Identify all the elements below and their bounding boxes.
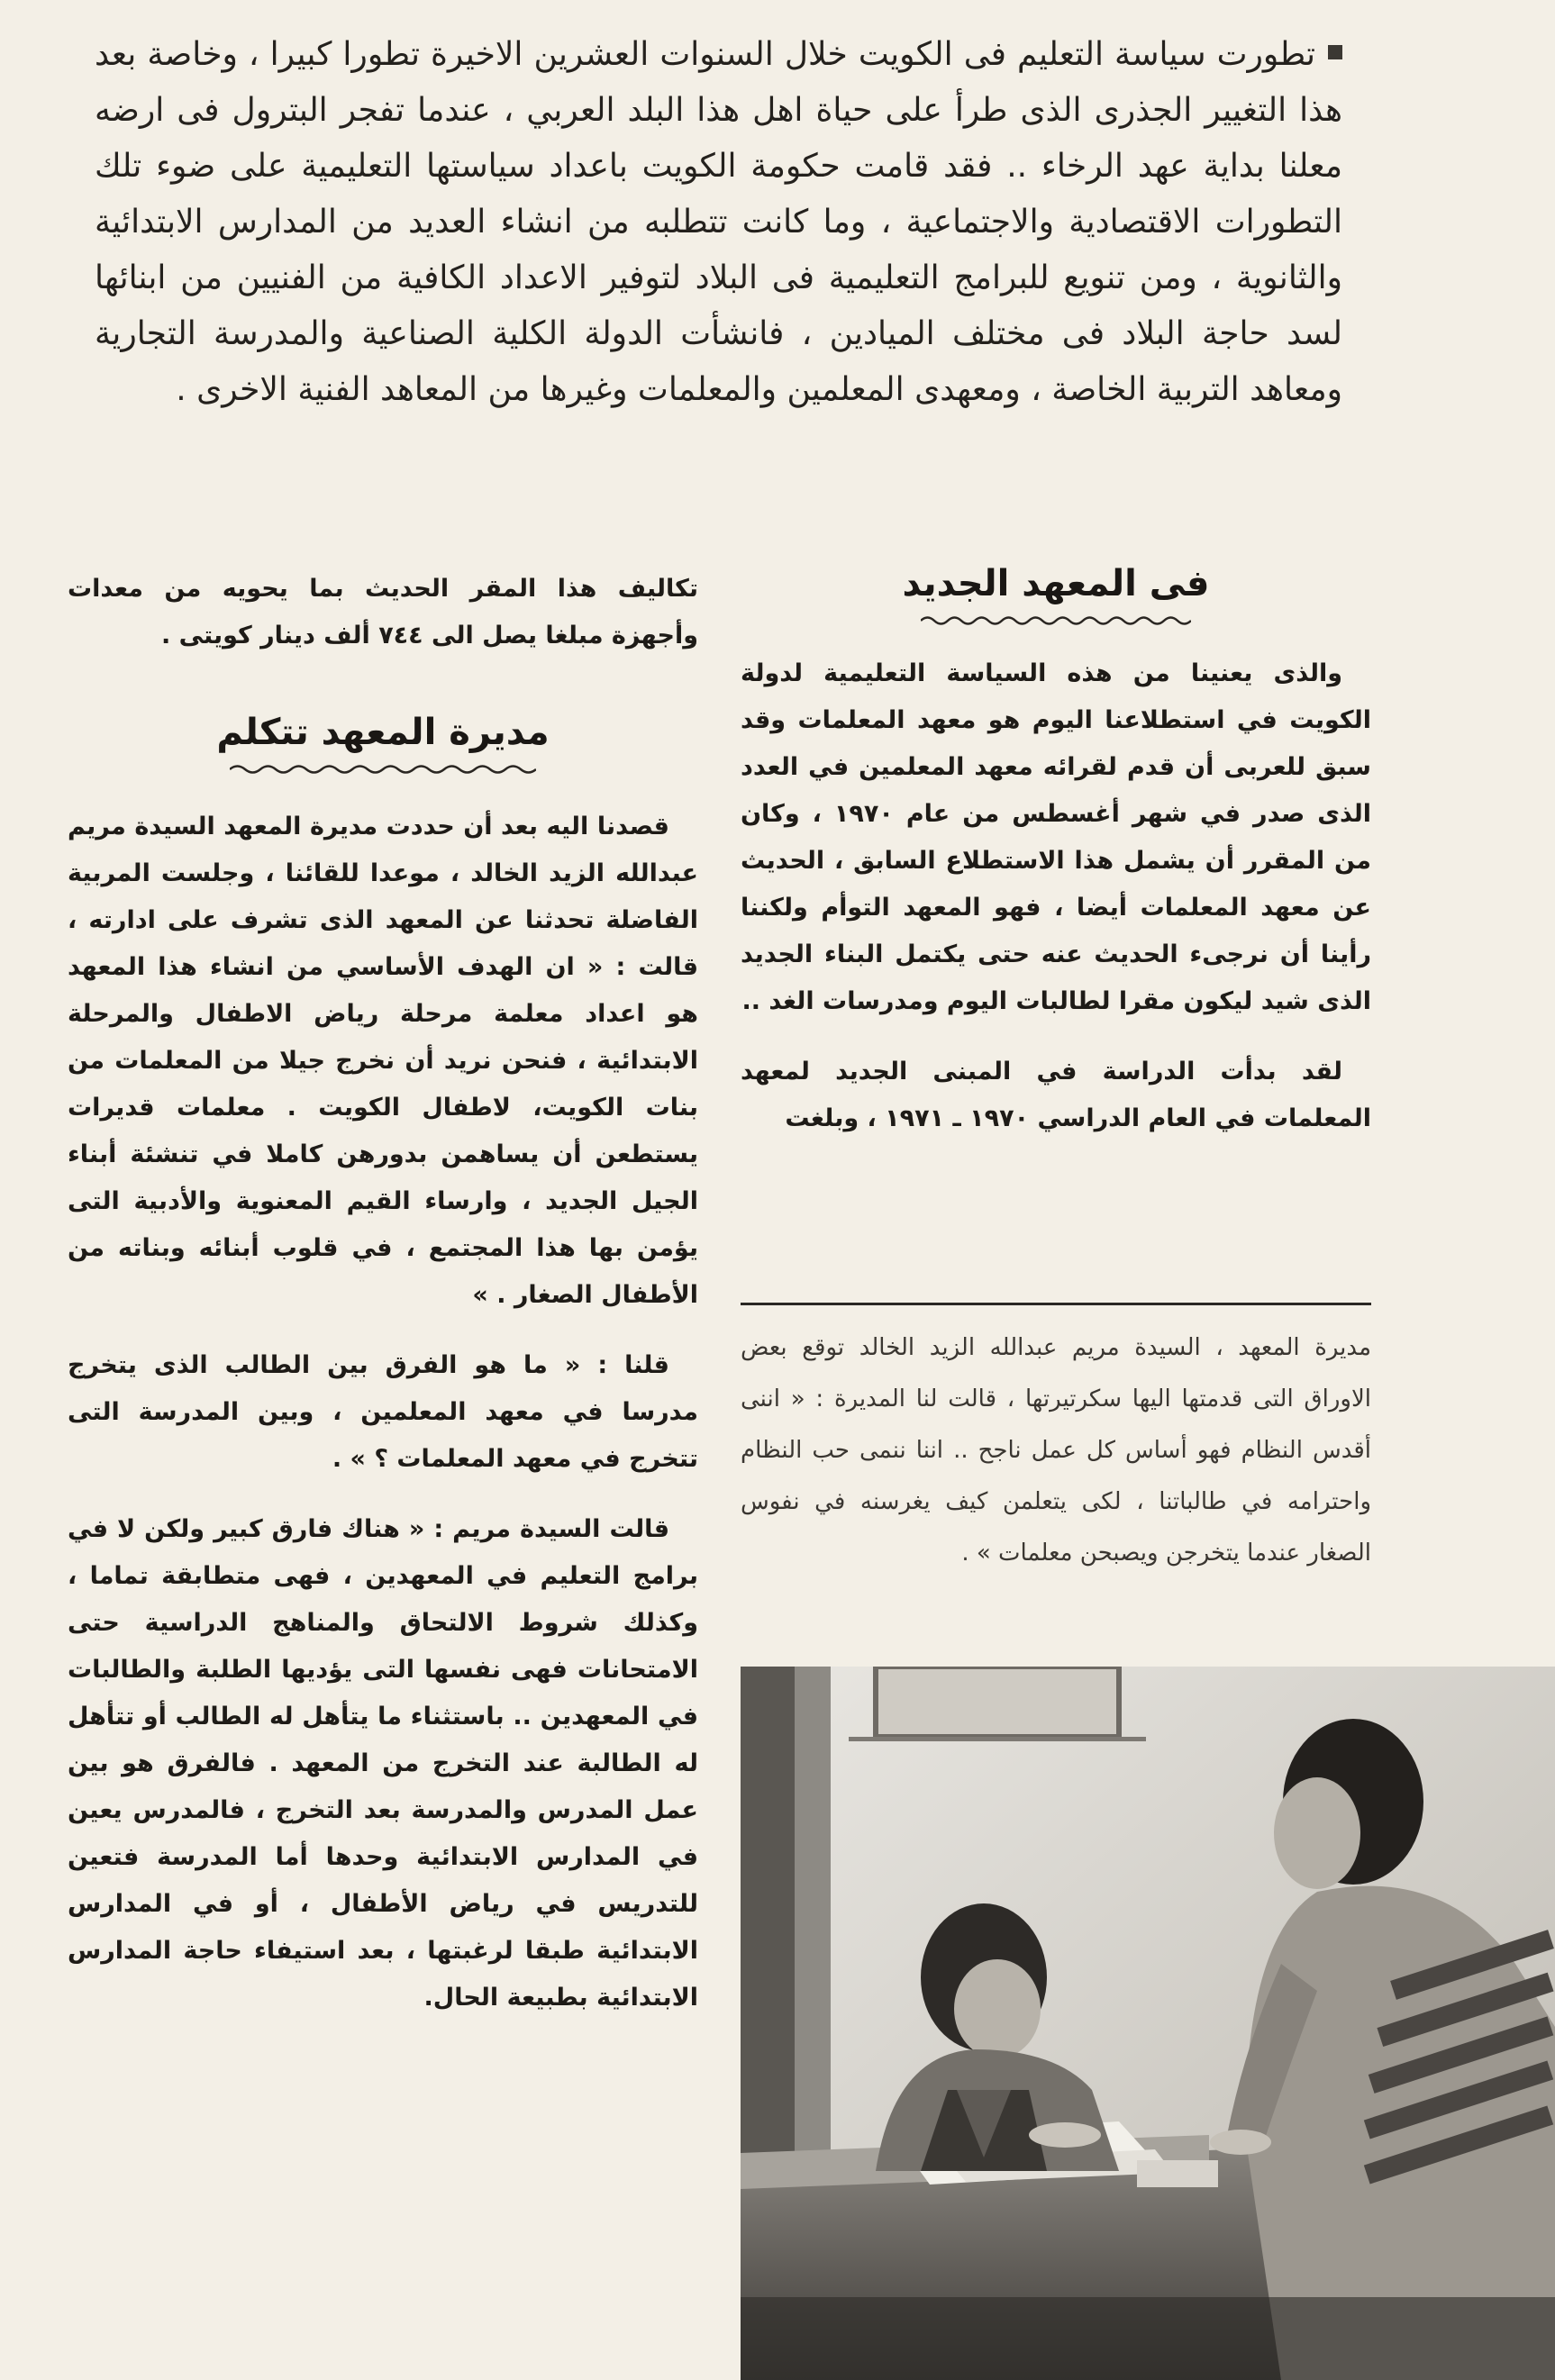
left-column-body: [68, 804, 698, 2045]
left-paragraph: قلنا : « ما هو الفرق بين الطالب الذى يتخرج مدرسا في معهد المعلمين ، وبين المدرسة التى تتخرج في معهد المعلمات ؟ » .: [68, 1351, 698, 1473]
wavy-underline-icon: [921, 614, 1191, 627]
wavy-underline-icon: [230, 763, 536, 776]
left-column-top: [68, 566, 698, 683]
right-paragraph: لقد بدأت الدراسة في المبنى الجديد لمعهد المعلمات في العام الدراسي ١٩٧٠ ـ ١٩٧١ ، وبلغت: [741, 1058, 1371, 1132]
caption-divider: [741, 1303, 1371, 1305]
section-heading-director-speaks: مديرة المعهد تتكلم: [216, 712, 550, 753]
photo-caption: مديرة المعهد ، السيدة مريم عبدالله الزيد الخالد توقع بعض الاوراق التى قدمتها اليها سكرتيرتها ، قالت لنا المديرة : « اننى أقدس النظام فهو أساس كل عمل ناجح .. اننا ننمى حب النظام واحترامه في طالباتنا ، لكى يتعلمن كيف يغرسنه في نفوس الصغار عندما يتخرجن ويصبحن معلمات » .: [741, 1334, 1371, 1567]
right-column-body: [741, 650, 1371, 1166]
right-column-heading-block: [741, 559, 1371, 627]
director-and-secretary-photo: [741, 1667, 1555, 2380]
left-paragraph-top: تكاليف هذا المقر الحديث بما يحويه من معدات وأجهزة مبلغا يصل الى ٧٤٤ ألف دينار كويتى .: [68, 575, 698, 650]
intro-paragraph: [95, 27, 1342, 418]
photo-illustration: [741, 1667, 1555, 2380]
square-bullet-icon: [1328, 45, 1342, 59]
left-column-heading-block: [68, 707, 698, 776]
left-paragraph: قالت السيدة مريم : « هناك فارق كبير ولكن لا في برامج التعليم في المعهدين ، فهى متطابقة تماما ، وكذلك شروط الالتحاق والمناهج الدراسية حتى الامتحانات فهى نفسها التى يؤديها الطلبة والطالبات في المعهدين .. باستثناء ما يتأهل له الطالب أو تتأهل له الطالبة عند التخرج من المعهد . فالفرق هو بين عمل المدرس والمدرسة بعد التخرج ، فالمدرس يعين في المدارس الابتدائية وحدها أما المدرسة فتعين للتدريس في رياض الأطفال ، أو في المدارس الابتدائية طبقا لرغبتها ، بعد استيفاء حاجة المدارس الابتدائية بطبيعة الحال.: [68, 1515, 698, 2012]
right-paragraph: والذى يعنينا من هذه السياسة التعليمية لدولة الكويت في استطلاعنا اليوم هو معهد المعلمات وقد سبق للعربى أن قدم لقرائه معهد المعلمين في العدد الذى صدر في شهر أغسطس من عام ١٩٧٠ ، وكان من المقرر أن يشمل هذا الاستطلاع السابق ، الحديث عن معهد المعلمات أيضا ، فهو المعهد التوأم ولكننا رأينا أن نرجىء الحديث عنه حتى يكتمل البناء الجديد الذى شيد ليكون مقرا لطالبات اليوم ومدرسات الغد ..: [741, 659, 1371, 1015]
intro-text: تطورت سياسة التعليم فى الكويت خلال السنوات العشرين الاخيرة تطورا كبيرا ، وخاصة بعد هذا التغيير الجذرى الذى طرأ على حياة اهل هذا البلد العربي ، عندما تفجر البترول فى ارضه معلنا بداية عهد الرخاء .. فقد قامت حكومة الكويت باعداد سياستها التعليمية على ضوء تلك التطورات الاقتصادية والاجتماعية ، وما كانت تتطلبه من انشاء العديد من المدارس الابتدائية والثانوية ، ومن تنويع للبرامج التعليمية فى البلاد لتوفير الاعداد الكافية من الفنيين من ابنائها لسد حاجة البلاد فى مختلف الميادين ، فانشأت الدولة الكلية الصناعية والمدرسة التجارية ومعاهد التربية الخاصة ، ومعهدى المعلمين والمعلمات وغيرها من المعاهد الفنية الاخرى .: [95, 36, 1342, 408]
section-heading-new-institute: فى المعهد الجديد: [902, 563, 1210, 604]
left-paragraph: قصدنا اليه بعد أن حددت مديرة المعهد السيدة مريم عبدالله الزيد الخالد ، موعدا للقائنا ، وجلست المربية الفاضلة تحدثنا عن المعهد الذى تشرف على ادارته ، قالت : « ان الهدف الأساسي من انشاء هذا المعهد هو اعداد معلمة مرحلة رياض الاطفال والمرحلة الابتدائية ، فنحن نريد أن نخرج جيلا من المعلمات من بنات الكويت، لاطفال الكويت . معلمات قديرات يستطعن أن يساهمن بدورهن كاملا في تنشئة أبناء الجيل الجديد ، وارساء القيم المعنوية والأدبية التى يؤمن بها هذا المجتمع ، في قلوب أبنائه وبناته من الأطفال الصغار . »: [68, 813, 698, 1309]
